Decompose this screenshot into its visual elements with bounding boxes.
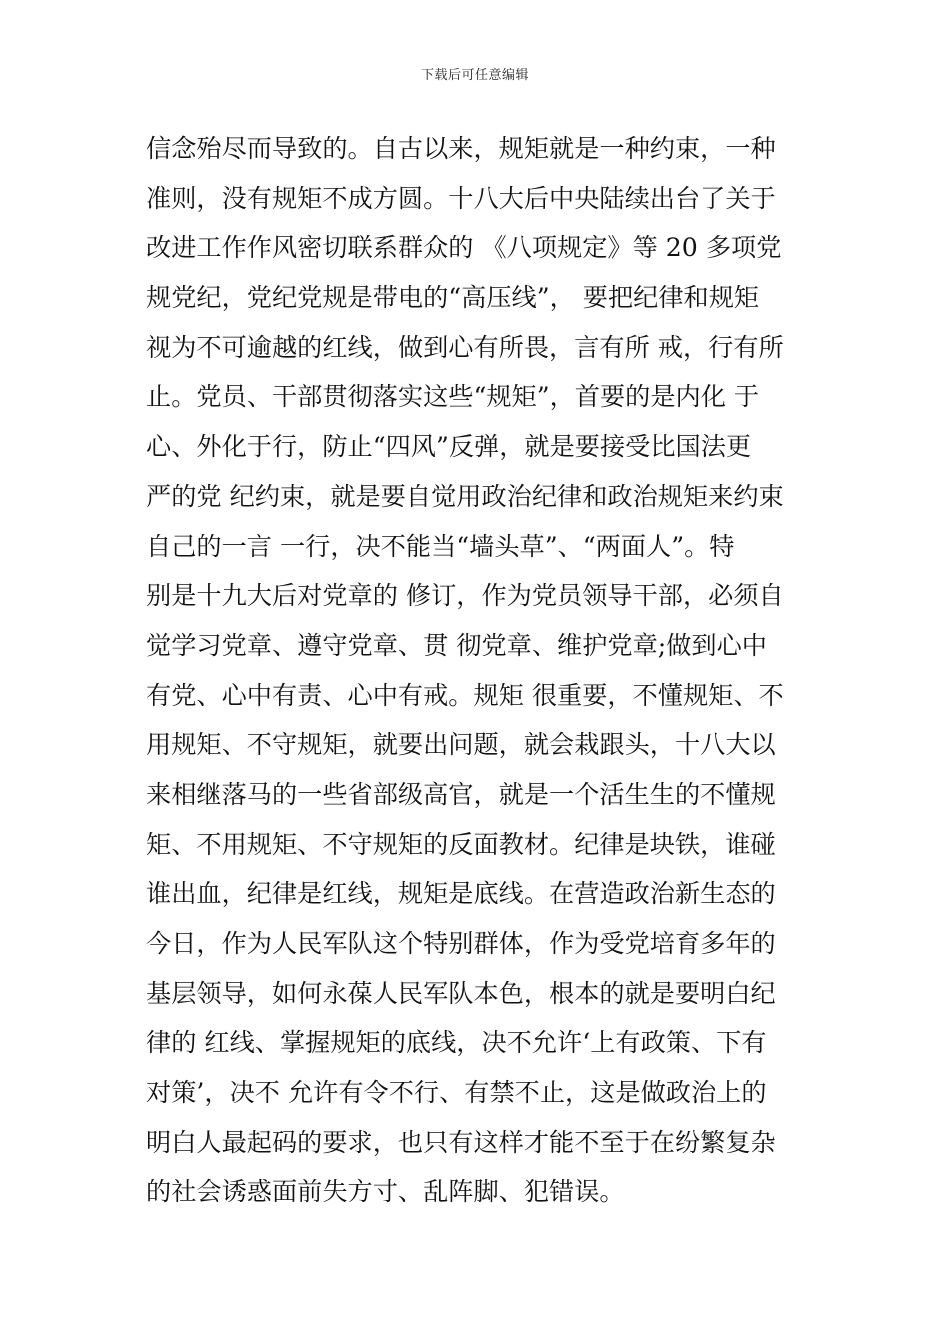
text-line: 矩、不用规矩、不守规矩的反面教材。纪律是块铁，谁碰 <box>146 829 776 859</box>
page-header: 下载后可任意编辑 <box>420 68 529 83</box>
text-line: 的社会诱惑面前失方寸、乱阵脚、犯错误。 <box>146 1177 625 1207</box>
text-line: 用规矩、不守规矩，就要出问题，就会栽跟头，十八大以 <box>146 730 776 760</box>
text-line: 止。党员、干部贯彻落实这些“规矩”，首要的是内化 于 <box>146 382 760 412</box>
text-line: 谁出血，纪律是红线，规矩是底线。在营造政治新生态的 <box>146 879 776 909</box>
text-line: 严的党 纪约束，就是要自觉用政治纪律和政治规矩来约束 <box>146 481 784 511</box>
text-line: 律的 红线、掌握规矩的底线，决不允许‘上有政策、下有 <box>146 1028 767 1058</box>
text-line: 基层领导，如何永葆人民军队本色，根本的就是要明白纪 <box>146 978 776 1008</box>
text-line: 觉学习党章、遵守党章、贯 彻党章、维护党章;做到心中 <box>146 630 767 660</box>
text-line: 今日，作为人民军队这个特别群体，作为受党培育多年的 <box>146 929 776 958</box>
text-line: 有党、心中有责、心中有戒。规矩 很重要，不懂规矩、不 <box>146 680 784 710</box>
text-line: 别是十九大后对党章的 修订，作为党员领导干部，必须自 <box>146 581 784 611</box>
body-paragraph <box>146 124 806 1217</box>
text-line: 准则，没有规矩不成方圆。十八大后中央陆续出台了关于 <box>146 183 776 213</box>
text-line: 信念殆尽而导致的。自古以来，规矩就是一种约束，一种 <box>146 134 776 163</box>
text-line: 改进工作作风密切联系群众的 《八项规定》等 20 多项党 <box>146 233 782 263</box>
text-line: 对策’，决不 允许有令不行、有禁不止，这是做政治上的 <box>146 1078 767 1108</box>
text-line: 自己的一言 一行，决不能当“墙头草”、“两面人”。特 <box>146 531 735 561</box>
text-line: 来相继落马的一些省部级高官，就是一个活生生的不懂规 <box>146 779 776 809</box>
text-line: 明白人最起码的要求，也只有这样才能不至于在纷繁复杂 <box>146 1127 776 1157</box>
text-line: 视为不可逾越的红线，做到心有所畏，言有所 戒，行有所 <box>146 332 784 362</box>
text-line: 心、外化于行，防止“四风”反弹，就是要接受比国法更 <box>146 432 752 462</box>
text-line: 规党纪，党纪党规是带电的“高压线”， 要把纪律和规矩 <box>146 283 760 313</box>
